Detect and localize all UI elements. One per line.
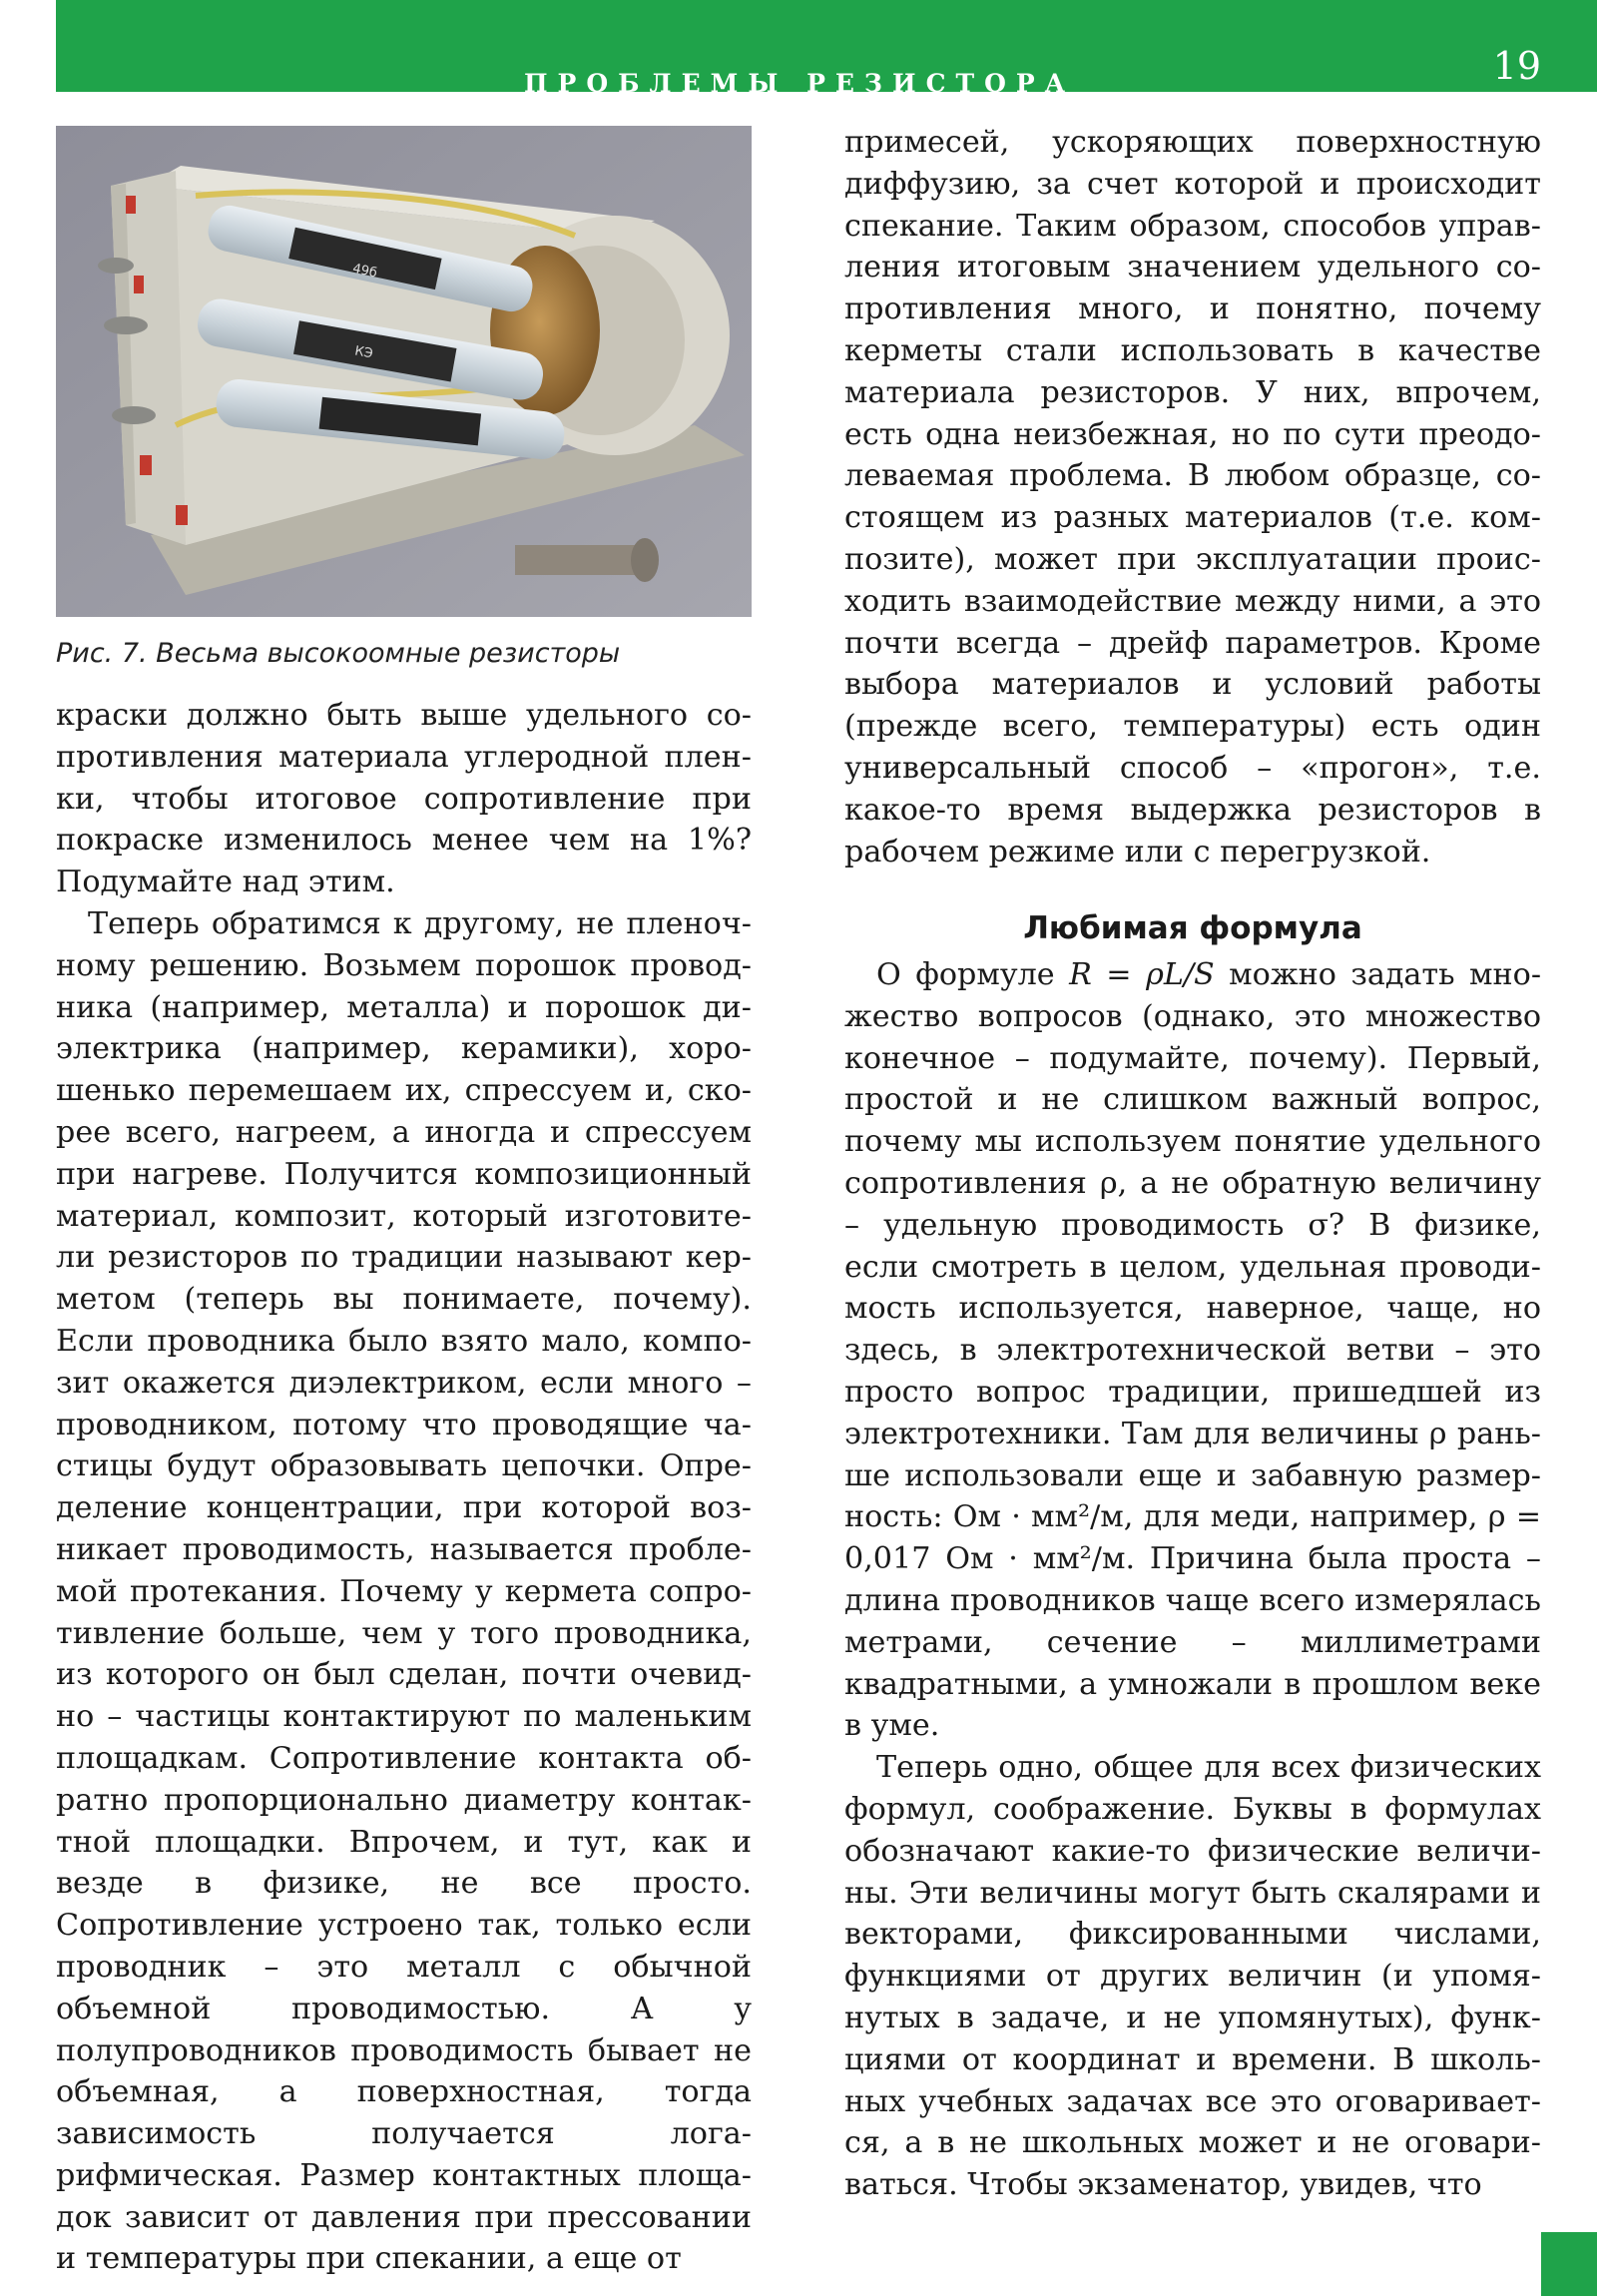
paragraph: Теперь обратимся к другому, не пленочному решению. Возьмем порошок проводника (например, металла) и порошок диэлектрика (например, керамики), хорошенько перемешаем их, спрессуем и, скорее всего, нагреем, а иногда и спрессуем при нагреве. Получится композиционный материал, композит, который изготовители резисторов по традиции называют керметом (теперь вы понимаете, почему). Если проводника было взято мало, композит окажется диэлектриком, если много – проводником, потому что проводящие частицы будут образовывать цепочки. Определение концентрации, при которой возникает проводимость, называется проблемой протекания. Почему у кермета сопротивление больше, чем у того проводника, из которого он был сделан, почти очевидно – частицы контактируют по маленьким площадкам. Сопротивление контакта обратно пропорционально диаметру контактной площадки. Впрочем, и тут, как и везде в физике, не все просто. Сопротивление устроено так, только если проводник – это металл с обычной объемной проводимостью. А у полупроводников проводимость бывает не объемная, а поверхностная, тогда зависимость получается логарифмическая. Размер контактных площадок зависит от давления при прессовании и температуры при спекании, а еще от [56, 905, 752, 2277]
formula: R = ρL/S [1069, 957, 1215, 992]
left-column-text [56, 695, 752, 2280]
section-heading: Любимая формула [1023, 910, 1362, 946]
paragraph: Теперь одно, общее для всех физических формул, соображение. Буквы в формулах обозначают какие-то физические величины. Эти величины могут быть скалярами и векторами, фиксированными числами, функциями от других величин (и упомянутых в задаче, и не упомянутых), функциями от координат и времени. В школьных учебных задачах все это оговаривается, а в не школьных может и не оговариваться. Чтобы экзаменатор, увидев, что [844, 1750, 1541, 2203]
paragraph: краски должно быть выше удельного сопротивления материала углеродной пленки, чтобы итоговое сопротивление при покраске изменилось менее чем на 1%? Подумайте над этим. [56, 698, 752, 900]
running-head: ПРОБЛЕМЫ РЕЗИСТОРА [523, 68, 1076, 98]
unit-expression: ρ = 0,017 Ом · мм²/м [844, 1499, 1541, 1577]
header-bar [56, 0, 1597, 98]
right-column-text-bottom [844, 954, 1541, 2206]
figure-caption: Рис. 7. Весьма высокоомные резисторы [56, 638, 621, 669]
unit-expression: Ом · мм²/м [952, 1499, 1124, 1535]
paragraph: О формуле R = ρL/S можно задать множество вопросов (однако, это множество конечное – подумайте, почему). Первый, простой и не слишком важный вопрос, почему мы используем понятие удельного сопротивления ρ, а не обратную величину – удельную проводимость σ? В физике, если смотреть в целом, удельная проводимость используется, наверное, чаще, но здесь, в электротехнической ветви – это просто вопрос традиции, пришедшей из электротехники. Там для величины ρ раньше использовали еще и забавную размерность: Ом · мм²/м, для меди, например, ρ = 0,017 Ом · мм²/м. Причина была проста – длина проводников чаще всего измерялась метрами, сечение – миллиметрами квадратными, а умножали в прошлом веке в уме. [844, 957, 1542, 1744]
page-number: 19 [1492, 44, 1541, 88]
resistor-marking: 49б [350, 261, 379, 282]
footer-accent-block [1541, 2232, 1597, 2296]
right-column-text-top [844, 122, 1541, 872]
paragraph: примесей, ускоряющих поверхностную диффузию, за счет которой и происходит спекание. Таким образом, способов управления итоговым значением удельного сопротивления много, и понятно, почему керметы стали использовать в качестве материала резисторов. У них, впрочем, есть одна неизбежная, но по сути преодолеваемая проблема. В любом образце, состоящем из разных материалов (т.е. композите), может при эксплуатации происходить взаимодействие между ними, а это почти всегда – дрейф параметров. Кроме выбора материалов и условий работы (прежде всего, температуры) есть один универсальный способ – «прогон», т.е. какое-то время выдержка резисторов в рабочем режиме или с перегрузкой. [844, 125, 1541, 869]
figure-photo-high-resistance-resistors [56, 126, 752, 617]
resistor-marking: КЭ [353, 343, 374, 362]
